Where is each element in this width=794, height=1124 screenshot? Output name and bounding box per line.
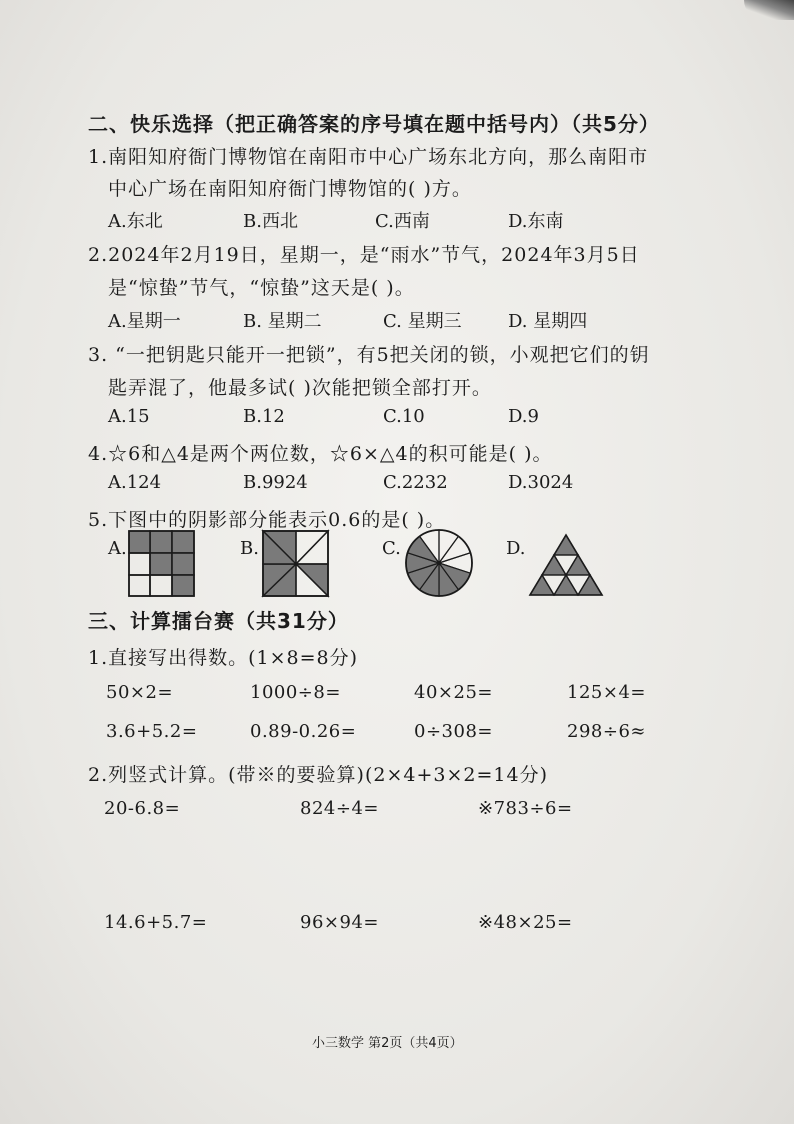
q5-option-b: B.: [240, 538, 259, 559]
q4-option-d: D.3024: [508, 472, 574, 493]
q3-line1: 3. “一把钥匙只能开一把锁”，有5把关闭的锁，小观把它们的钥: [88, 344, 650, 366]
q2-option-a: A.星期一: [108, 311, 181, 332]
vertical-calc-item: ※783÷6=: [478, 798, 573, 819]
figure-d-triangle: [528, 534, 604, 598]
calc-item: 125×4=: [567, 682, 646, 703]
calc-item: 3.6+5.2=: [106, 721, 198, 742]
q5-option-c: C.: [382, 538, 401, 559]
q1-option-a: A.东北: [108, 211, 163, 232]
vertical-calc-item: 14.6+5.7=: [104, 912, 208, 933]
vertical-calc-item: 20-6.8=: [104, 798, 181, 819]
section-3-title: 三、计算擂台赛（共31分）: [88, 609, 349, 633]
q4-option-a: A.124: [108, 472, 162, 493]
q1-option-c: C.西南: [375, 211, 430, 232]
q3-option-b: B.12: [243, 406, 285, 427]
calc-item: 1000÷8=: [250, 682, 341, 703]
q3-option-d: D.9: [508, 406, 539, 427]
q1-option-d: D.东南: [508, 211, 564, 232]
section-2-title: 二、快乐选择（把正确答案的序号填在题中括号内）（共5分）: [88, 112, 660, 136]
q3-option-c: C.10: [383, 406, 425, 427]
calc-item: 298÷6≈: [567, 721, 646, 742]
q2-option-b: B. 星期二: [243, 311, 322, 332]
figure-b-square: [262, 530, 330, 598]
q1-line1: 1.南阳知府衙门博物馆在南阳市中心广场东北方向，那么南阳市: [88, 146, 649, 168]
page-footer: 小三数学 第2页（共4页）: [312, 1036, 463, 1051]
q2-line2: 是“惊蛰”节气，“惊蛰”这天是( )。: [108, 277, 415, 299]
q4-line1: 4.☆6和△4是两个两位数，☆6×△4的积可能是( )。: [88, 443, 553, 465]
calc-item: 0÷308=: [414, 721, 493, 742]
q4-option-c: C.2232: [383, 472, 448, 493]
calc-item: 0.89-0.26=: [250, 721, 357, 742]
q2-option-d: D. 星期四: [508, 311, 588, 332]
q4-option-b: B.9924: [243, 472, 308, 493]
s3-q2-title: 2.列竖式计算。(带※的要验算)(2×4+3×2=14分): [88, 764, 548, 786]
q5-option-a: A.: [108, 538, 127, 559]
q3-option-a: A.15: [108, 406, 150, 427]
q1-line2: 中心广场在南阳知府衙门博物馆的( )方。: [108, 178, 472, 200]
q3-line2: 匙弄混了，他最多试( )次能把锁全部打开。: [108, 377, 492, 399]
vertical-calc-item: 824÷4=: [300, 798, 379, 819]
figure-c-circle: [404, 528, 474, 598]
vertical-calc-item: ※48×25=: [478, 912, 573, 933]
q5-line1: 5.下图中的阴影部分能表示0.6的是( )。: [88, 509, 446, 531]
calc-item: 40×25=: [414, 682, 493, 703]
vertical-calc-item: 96×94=: [300, 912, 379, 933]
figure-a-grid: [128, 530, 196, 598]
q5-option-d: D.: [506, 538, 526, 559]
q2-line1: 2.2024年2月19日，星期一，是“雨水”节气，2024年3月5日: [88, 244, 640, 266]
q2-option-c: C. 星期三: [383, 311, 462, 332]
calc-item: 50×2=: [106, 682, 174, 703]
s3-q1-title: 1.直接写出得数。(1×8=8分): [88, 647, 359, 669]
circle-sector: [439, 536, 470, 563]
scan-corner-shadow: [744, 0, 794, 20]
q1-option-b: B.西北: [243, 211, 298, 232]
